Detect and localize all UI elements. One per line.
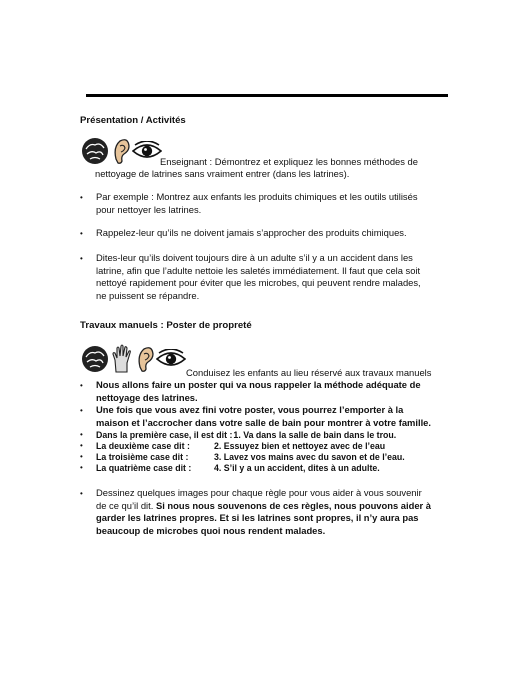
bullet-dot: • — [80, 430, 83, 439]
bullet-tell-adult-line1: Dites-leur qu’ils doivent toujours dire à un adulte s’il y a un accident dans les — [96, 252, 413, 263]
case-row-1-right: 1. Va dans la salle de bain dans le trou. — [233, 430, 397, 440]
bullet-dot: • — [80, 254, 83, 263]
case-row-3-right: 3. Lavez vos mains avec du savon et de l’eau. — [214, 452, 405, 462]
teacher-instruction-line2: nettoyage de latrines sans vraiment entrer (dans les latrines). — [95, 168, 350, 179]
case-row-3 — [96, 452, 405, 463]
ear-icon — [110, 137, 132, 170]
bullet-drawing-line1 — [96, 487, 456, 500]
teacher-instruction-line1: Enseignant : Démontrez et expliquez les bonnes méthodes de — [160, 156, 418, 167]
bullet-dot: • — [80, 489, 83, 498]
case-row-1-left: Dans la première case, il est dit : — [96, 430, 233, 440]
case-row-4-right: 4. S’il y a un accident, dites à un adulte. — [214, 463, 380, 473]
brain-icon — [80, 136, 110, 171]
bullet-take-home-line2: maison et l’accrocher dans votre salle de bain pour montrer à votre famille. — [96, 416, 432, 428]
bullet-poster-line1: Nous allons faire un poster qui va nous rappeler la méthode adéquate de — [96, 379, 421, 390]
bullet-example-line1: Par exemple : Montrez aux enfants les produits chimiques et les outils utilisés — [96, 191, 418, 202]
case-row-4 — [96, 463, 380, 474]
case-row-3-left: La troisième case dit : — [96, 452, 189, 462]
bullet-poster-line2: nettoyage des latrines. — [96, 391, 198, 403]
bullet-take-home — [96, 404, 456, 429]
hand-icon — [110, 344, 134, 379]
bullet-tell-adult-line2: latrine, afin que l’adulte nettoie les saletés immédiatement. Il faut que cela soit — [96, 264, 421, 276]
bullet-drawing-line2-bold: Si nous nous souvenons de ces règles, nous pouvons aider à — [155, 499, 432, 511]
bullet-drawing — [96, 487, 456, 537]
case-row-1 — [96, 430, 396, 441]
crafts-intro: Conduisez les enfants au lieu réservé aux travaux manuels — [186, 367, 432, 378]
case-row-4-left: La quatrième case dit : — [96, 463, 192, 473]
bullet-take-home-line1: Une fois que vous avez fini votre poster, vous pourrez l’emporter à la — [96, 404, 404, 415]
bullet-drawing-line4: beaucoup de microbes quoi nous rendent malades. — [96, 524, 326, 536]
bullet-drawing-line1-text: Dessinez quelques images pour chaque règle pour vous aider à vous souvenir — [96, 487, 422, 498]
case-row-2-left: La deuxième case dit : — [96, 441, 190, 451]
pictogram-row-1 — [80, 136, 162, 171]
bullet-dot: • — [80, 452, 83, 461]
bullet-dot: • — [80, 193, 83, 202]
bullet-drawing-line3: garder les latrines propres. Et si les latrines sont propres, il n’y aura pas — [96, 512, 419, 523]
pictogram-row-2 — [80, 344, 186, 379]
bullet-dot: • — [80, 406, 83, 415]
bullet-dot: • — [80, 381, 83, 390]
top-rule — [86, 94, 448, 97]
bullet-tell-adult-line4: ne puissent se répandre. — [96, 289, 200, 301]
section-heading-presentation: Présentation / Activités — [80, 115, 186, 126]
bullet-drawing-line2 — [96, 500, 456, 513]
case-row-2 — [96, 441, 386, 452]
ear-icon — [134, 345, 156, 378]
bullet-example — [96, 191, 452, 216]
eye-icon — [156, 349, 186, 374]
bullet-dot: • — [80, 229, 83, 238]
section-heading-travaux: Travaux manuels : Poster de propreté — [80, 320, 252, 331]
bullet-dot: • — [80, 463, 83, 472]
bullet-poster — [96, 379, 456, 404]
bullet-reminder — [96, 227, 452, 240]
bullet-drawing-line2-text: de ce qu’il dit. — [96, 499, 156, 511]
bullet-example-line2: pour nettoyer les latrines. — [96, 203, 202, 215]
brain-icon — [80, 344, 110, 379]
bullet-tell-adult — [96, 252, 452, 302]
case-row-2-right: 2. Essuyez bien et nettoyez avec de l’eau — [214, 441, 386, 451]
bullet-reminder-line1: Rappelez-leur qu’ils ne doivent jamais s’approcher des produits chimiques. — [96, 227, 407, 238]
bullet-dot: • — [80, 441, 83, 450]
bullet-tell-adult-line3: nettoyé rapidement pour éviter que les microbes, qui peuvent rendre malades, — [96, 277, 421, 288]
eye-icon — [132, 141, 162, 166]
